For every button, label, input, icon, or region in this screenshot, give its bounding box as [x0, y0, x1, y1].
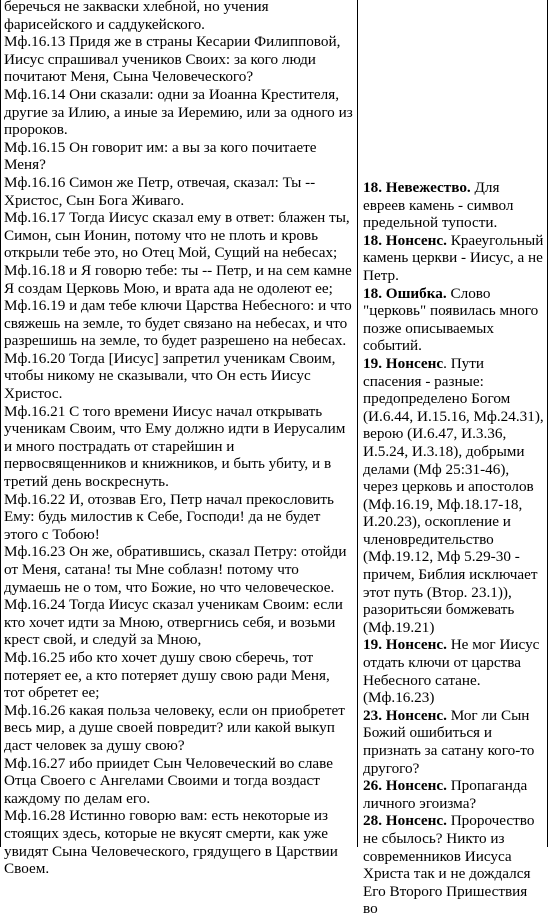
commentary-column — [363, 179, 545, 918]
verse-paragraph: Мф.16.17 Тогда Иисус сказал ему в ответ: блажен ты, Симон, сын Ионин, потому что не плоть и кровь открыли тебе это, но Отец Мой, Сущий на небесах; — [4, 209, 350, 262]
note-label: 19. Нонсенс — [363, 354, 444, 372]
commentary-note — [363, 179, 545, 232]
note-label: 28. Нонсенс. — [363, 812, 447, 830]
column-divider — [357, 0, 358, 847]
note-text: Не мог Иисус отдать ключи от царства Небесного сатане. (Мф.16.23) — [363, 636, 540, 707]
note-text: Краеугольный камень церкви - Иисус, а не Петр. — [363, 231, 544, 284]
verse-paragraph: Мф.16.15 Он говорит им: а вы за кого почитаете Меня? — [4, 138, 317, 174]
note-text: Слово "церковь" появилась много позже описываемых событий. — [363, 284, 539, 355]
verse-paragraph: беречься не закваски хлебной, но учения фарисейского и саддукейского. — [4, 0, 269, 33]
commentary-note — [363, 355, 545, 637]
verse-paragraph: Мф.16.22 И, отозвав Его, Петр начал прекословить Ему: будь милостив к Себе, Господи! да не будет этого с Тобою! — [4, 490, 334, 543]
note-label: 26. Нонсенс. — [363, 777, 447, 795]
verse-paragraph: Мф.16.27 ибо приидет Сын Человеческий во славе Отца Своего с Ангелами Своими и тогда воздаст каждому по делам его. — [4, 754, 333, 807]
commentary-note — [363, 707, 545, 777]
verse-paragraph: Мф.16.23 Он же, обратившись, сказал Петру: отойди от Меня, сатана! ты Мне соблазн! потому что думаешь не о том, что Божие, но что человеческое. — [4, 543, 347, 596]
commentary-note — [363, 812, 545, 918]
note-label: 18. Ошибка. — [363, 284, 447, 302]
commentary-note — [363, 636, 545, 706]
verse-paragraph: Мф.16.20 Тогда [Иисус] запретил ученикам Своим, чтобы никому не сказывали, что Он есть Иисус Христос. — [4, 349, 336, 403]
note-text: Мог ли Сын Божий ошибиться и признать за сатану кого-то другого? — [363, 706, 535, 777]
note-text: Пропаганда личного эгоизма? — [363, 777, 528, 812]
verse-paragraph: Мф.16.14 Они сказали: одни за Иоанна Крестителя, другие за Илию, а иные за Иеремию, или за одного из пророков. — [4, 85, 353, 139]
verse-paragraph: Мф.16.13 Придя же в страны Кесарии Филипповой, Иисус спрашивал учеников Своих: за кого люди почитают Меня, Сына Человеческого? — [4, 33, 341, 86]
note-label: 23. Нонсенс. — [363, 706, 447, 724]
verse-paragraph: Мф.16.19 и дам тебе ключи Царства Небесного: и что свяжешь на земле, то будет связано на небесах, и что разрешишь на земле, то будет разрешено на небесах. — [4, 297, 352, 350]
commentary-note — [363, 285, 545, 355]
verse-paragraph: Мф.16.26 какая польза человеку, если он приобретет весь мир, а душе своей повредит? или какой выкуп даст человек за душу свою? — [4, 701, 345, 754]
commentary-note — [363, 232, 545, 285]
verse-paragraph: Мф.16.28 Истинно говорю вам: есть некоторые из стоящих здесь, которые не вкусят смерти, как уже увидят Сына Человеческого, грядущего в Царствии Своем. — [4, 807, 338, 878]
commentary-note — [363, 777, 545, 812]
note-label: 18. Нонсенс. — [363, 231, 447, 249]
note-text: Пророчество не сбылось? Никто из современников Иисуса Христа так и не дождался Его Второго Пришествия во — [363, 812, 535, 918]
note-label: 19. Нонсенс. — [363, 636, 447, 654]
note-label: 18. Невежество. — [363, 179, 471, 196]
scripture-column — [4, 0, 354, 878]
verse-paragraph: Мф.16.24 Тогда Иисус сказал ученикам Своим: если кто хочет идти за Мною, отвергнись себя, и возьми крест свой, и следуй за Мною, — [4, 596, 343, 649]
note-text: Для евреев камень - символ предельной тупости. — [363, 179, 514, 232]
table-border-left — [0, 0, 1, 847]
note-text: . Пути спасения - разные: предопределено Богом (И.6.44, И.15.16, Мф.24.31), верою (И.6.47, И.3.36, И.5.24, И.3.18), добрыми делами (Мф 25:31-46), через церковь и апостолов (Мф.16.19, Мф.18.17-18, И.20.23), оскопление и членовредительство (Мф.19.12, Мф 5.29-30 - причем, Библия исключает этот путь (Втор. 23.1)), разоритьсяи бомжевать (Мф.19.21) — [363, 354, 544, 636]
verse-paragraph: Мф.16.16 Симон же Петр, отвечая, сказал: Ты -- Христос, Сын Бога Живаго. — [4, 173, 316, 209]
verse-paragraph: Мф.16.18 и Я говорю тебе: ты -- Петр, и на сем камне Я создам Церковь Мою, и врата ада не одолеют ее; — [4, 261, 352, 297]
verse-paragraph: Мф.16.21 С того времени Иисус начал открывать ученикам Своим, что Ему должно идти в Иерусалим и много пострадать от старейшин и первосвященников и книжников, и быть убиту, и в третий день воскреснуть. — [4, 402, 346, 491]
verse-paragraph: Мф.16.25 ибо кто хочет душу свою сберечь, тот потеряет ее, а кто потеряет душу свою ради Меня, тот обретет ее; — [4, 648, 330, 702]
